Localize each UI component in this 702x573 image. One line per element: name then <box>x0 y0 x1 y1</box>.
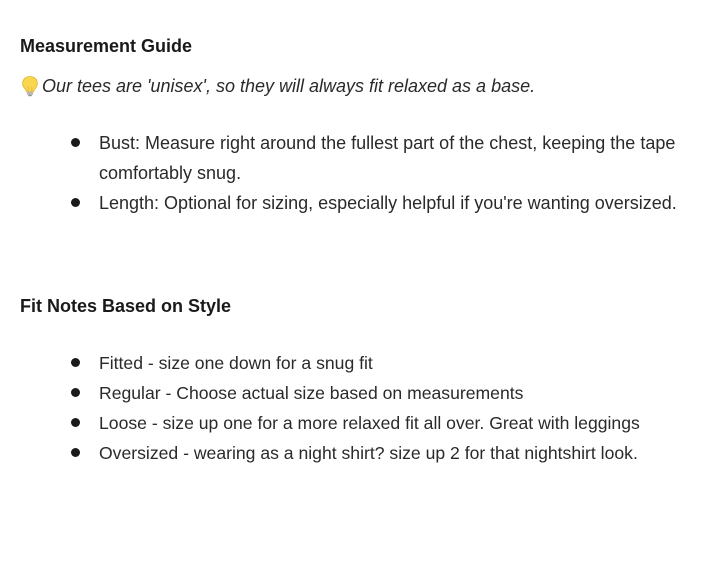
list-item-text: Fitted - size one down for a snug fit <box>99 353 373 373</box>
list-item <box>0 348 702 378</box>
list-item-text: Bust: Measure right around the fullest part of the chest, keeping the tape comfortably snug. <box>99 133 676 183</box>
list-item <box>0 188 697 218</box>
lightbulb-icon <box>20 74 42 98</box>
list-item <box>0 408 702 438</box>
fit-notes-list <box>0 348 702 468</box>
tip-text: Our tees are 'unisex', so they will always fit relaxed as a base. <box>42 76 536 96</box>
measurement-list <box>0 128 702 218</box>
bullet-dot <box>71 138 80 147</box>
fit-notes-heading: Fit Notes Based on Style <box>20 296 232 316</box>
bullet-dot <box>71 418 80 427</box>
list-item-text: Oversized - wearing as a night shirt? size up 2 for that nightshirt look. <box>99 443 638 463</box>
bullet-dot <box>71 448 80 457</box>
list-item-text: Loose - size up one for a more relaxed fit all over. Great with leggings <box>99 413 640 433</box>
unisex-tip <box>20 74 535 98</box>
list-item-text: Regular - Choose actual size based on measurements <box>99 383 524 403</box>
bullet-dot <box>71 388 80 397</box>
list-item <box>0 378 702 408</box>
bullet-dot <box>71 198 80 207</box>
bullet-dot <box>71 358 80 367</box>
list-item <box>0 128 697 188</box>
measurement-guide-heading: Measurement Guide <box>20 36 193 56</box>
list-item-text: Length: Optional for sizing, especially helpful if you're wanting oversized. <box>99 193 677 213</box>
list-item <box>0 438 702 468</box>
